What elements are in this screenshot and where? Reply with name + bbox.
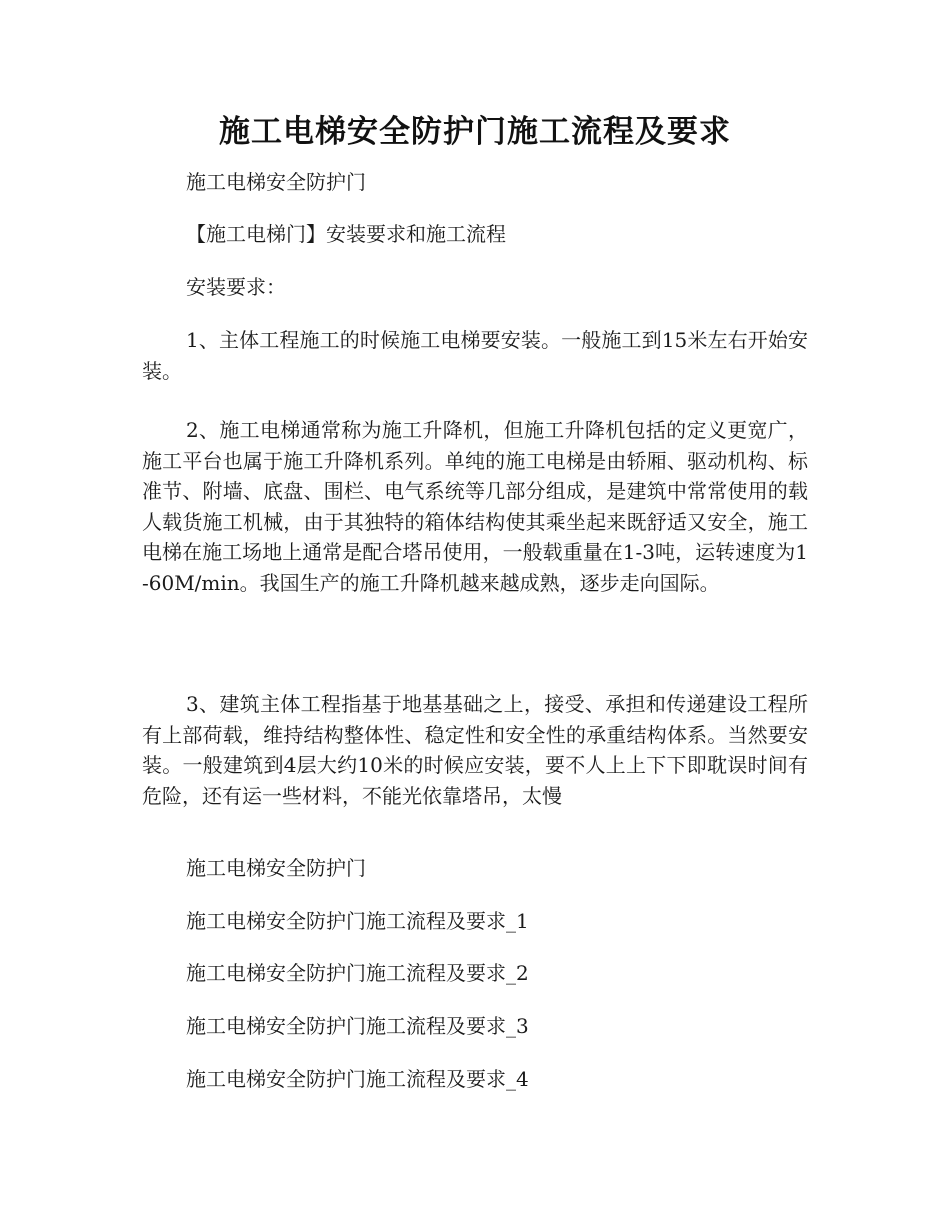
section-subheading: 【施工电梯门】安装要求和施工流程 [186,222,506,246]
list-item: 施工电梯安全防护门施工流程及要求_3 [186,1014,529,1038]
list-item: 施工电梯安全防护门施工流程及要求_4 [186,1067,529,1091]
document-title: 施工电梯安全防护门施工流程及要求 [219,114,731,150]
list-item: 施工电梯安全防护门施工流程及要求_1 [186,909,529,933]
section-heading: 施工电梯安全防护门 [186,170,366,194]
paragraph-1: 1、主体工程施工的时候施工电梯要安装。一般施工到15米左右开始安装。 [142,328,808,383]
paragraph-3: 3、建筑主体工程指基于地基基础之上，接受、承担和传递建设工程所有上部荷载，维持结构整体性、稳定性和安全性的承重结构体系。当然要安装。一般建筑到4层大约10米的时候应安装，要不人上上下下即耽误时间有危险，还有运一些材料，不能光依靠塔吊，太慢 [142,692,808,808]
list-item: 施工电梯安全防护门施工流程及要求_2 [186,961,529,985]
paragraph-2: 2、施工电梯通常称为施工升降机，但施工升降机包括的定义更宽广，施工平台也属于施工升降机系列。单纯的施工电梯是由轿厢、驱动机构、标准节、附墙、底盘、围栏、电气系统等几部分组成，是建筑中常常使用的载人载货施工机械，由于其独特的箱体结构使其乘坐起来既舒适又安全，施工电梯在施工场地上通常是配合塔吊使用，一般载重量在1-3吨，运转速度为1-60M/min。我国生产的施工升降机越来越成熟，逐步走向国际。 [142,418,808,595]
list-item: 施工电梯安全防护门 [186,856,366,880]
requirements-label: 安装要求： [186,275,286,299]
